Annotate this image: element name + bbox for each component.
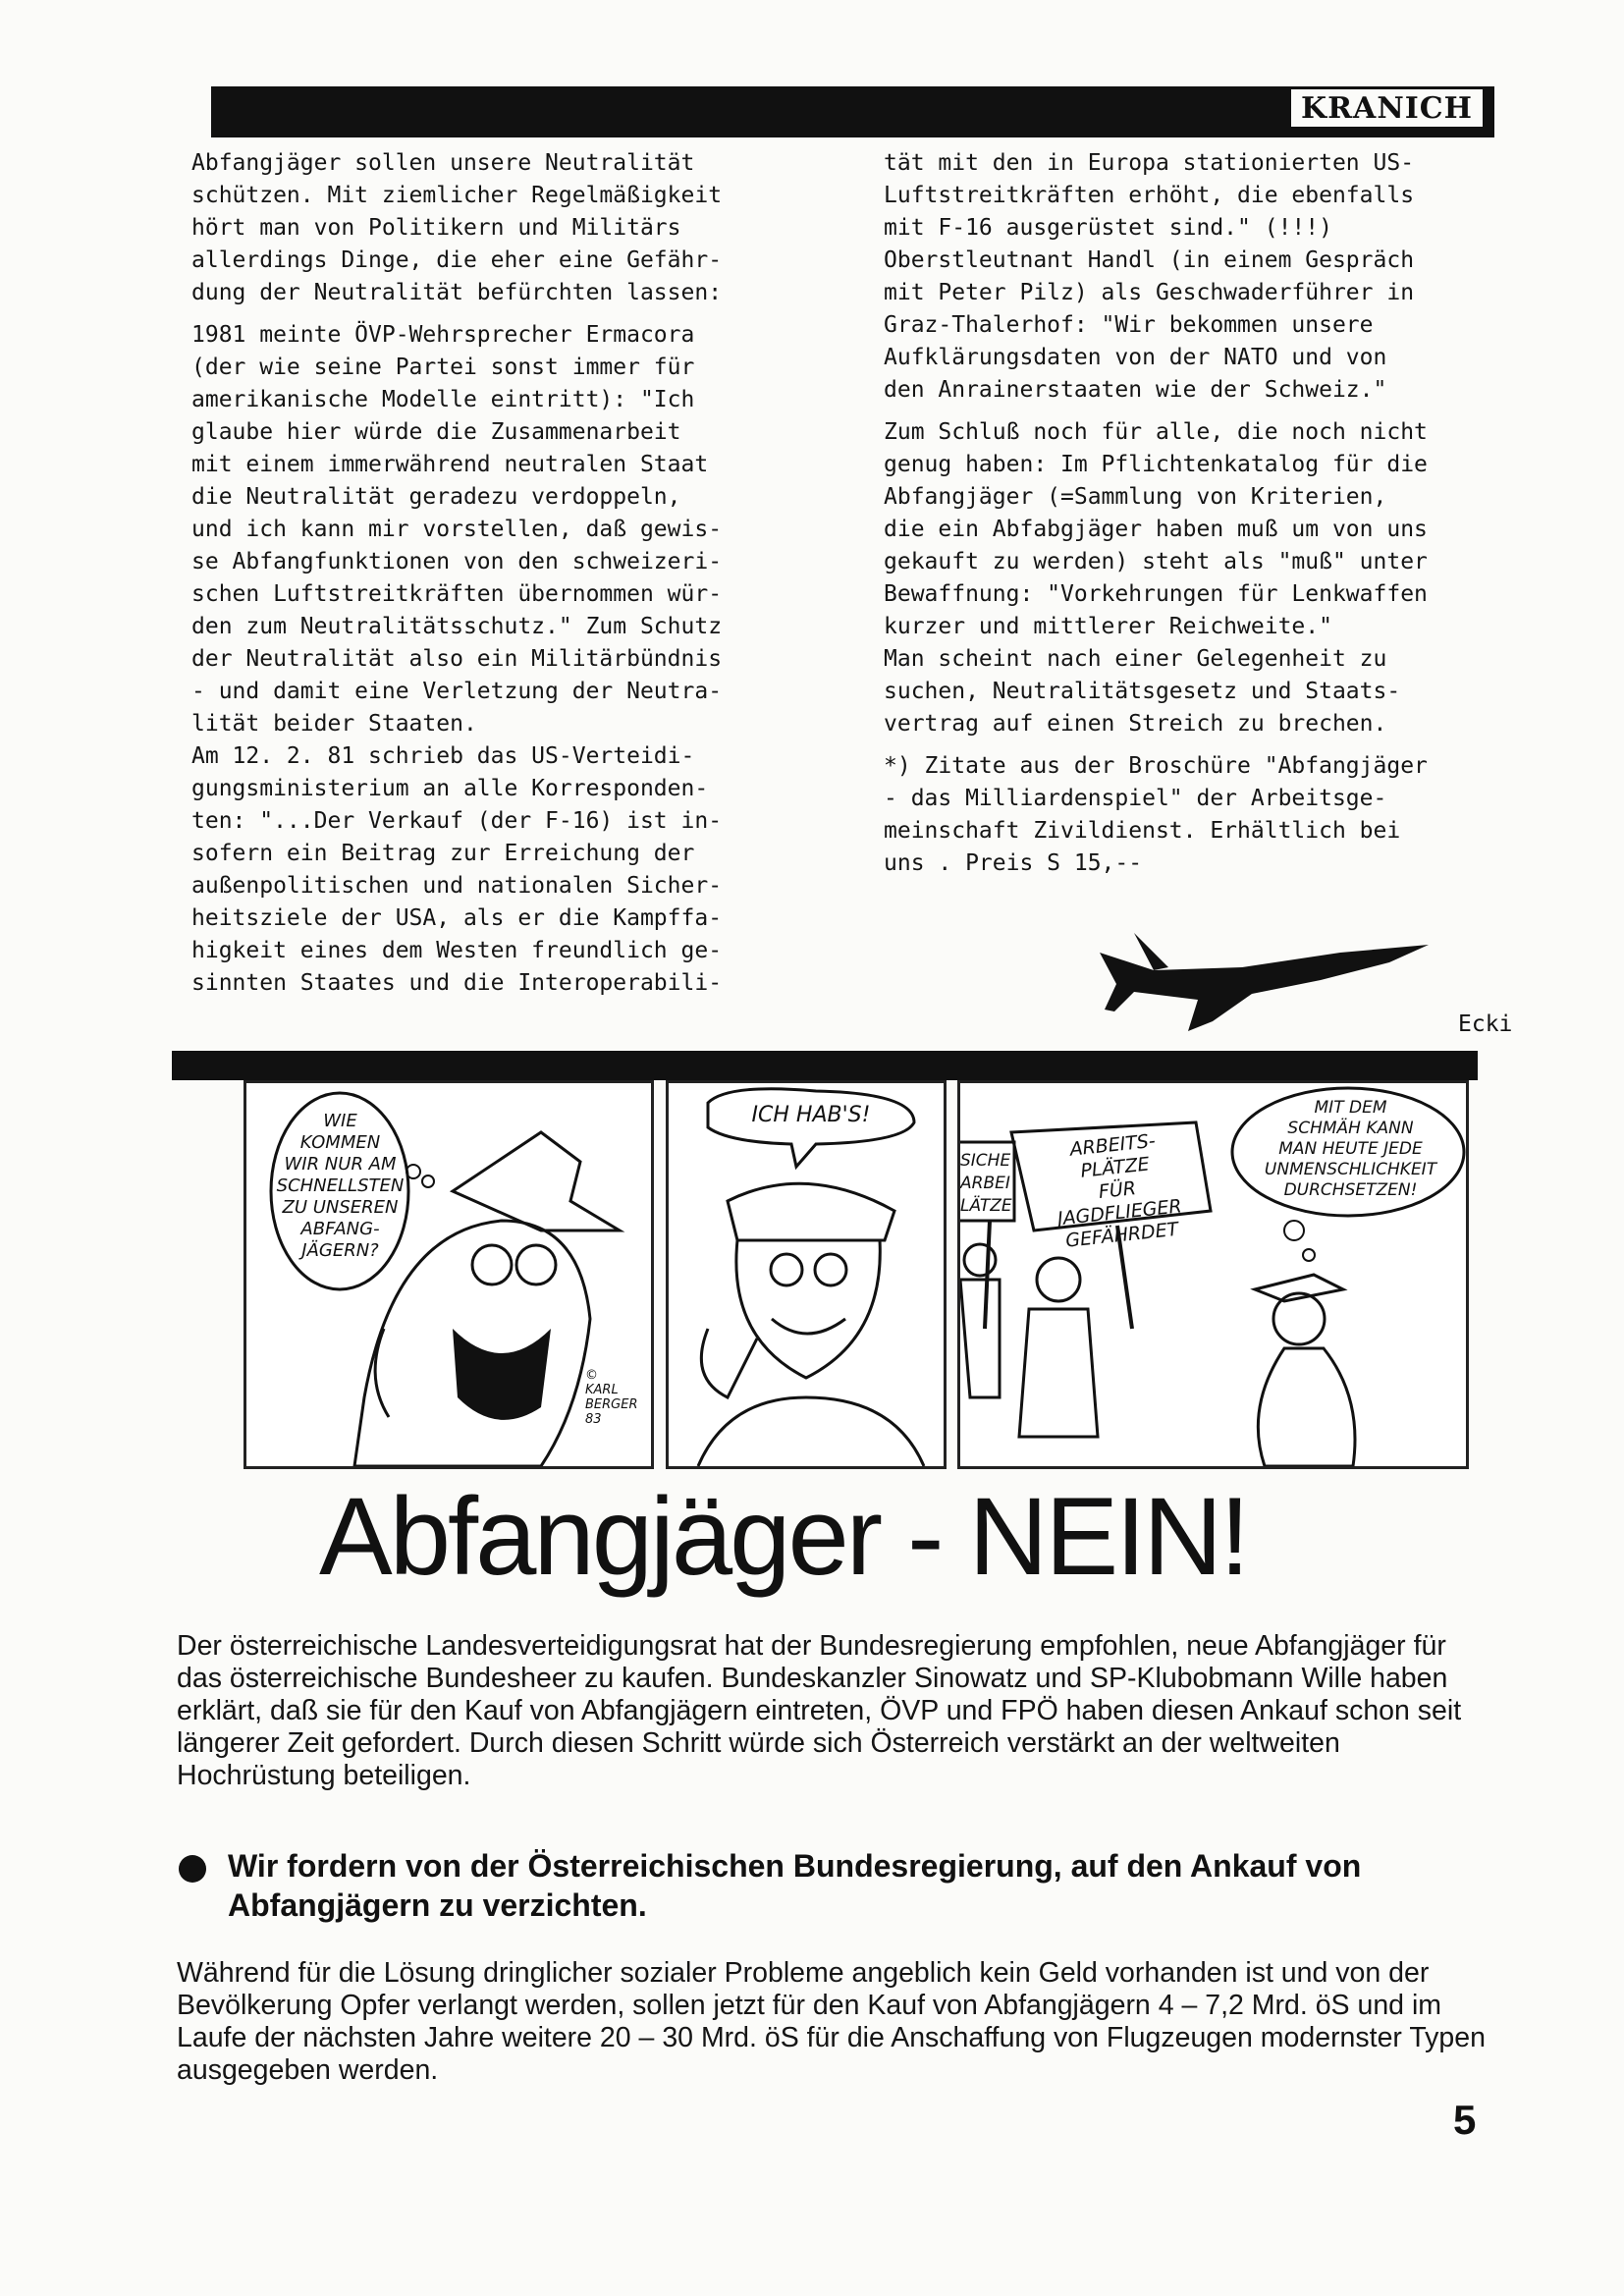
author-signature: Ecki bbox=[1458, 1011, 1513, 1037]
article-paragraph: Abfangjäger sollen unsere Neutralität schützen. Mit ziemlicher Regelmäßigkeit hört man von Politikern und Militärs allerdings Dinge, die eher eine Gefähr- dung der Neutralität befürchten lassen: bbox=[191, 150, 723, 305]
statement-paragraph: Während für die Lösung dringlicher sozialer Probleme angeblich kein Geld vorhanden ist und von der Bevölkerung Opfer verlangt werden, sollen jetzt für den Kauf von Abfangjägern 4 – 7,2 Mrd. öS und im Laufe der nächsten Jahre weitere 20 – 30 Mrd. öS für die Anschaffung von Flugzeugen modernster Typen ausgegeben werden. bbox=[177, 1957, 1486, 2086]
section-divider bbox=[172, 1051, 1478, 1080]
demand-text: Wir fordern von der Österreichischen Bundesregierung, auf den Ankauf von Abfangjägern zu verzichten. bbox=[228, 1848, 1362, 1923]
footnote: *) Zitate aus der Broschüre "Abfangjäger - das Milliardenspiel" der Arbeitsge- meinschaft Zivildienst. Erhältlich bei uns . Preis S 15,-- bbox=[884, 753, 1428, 876]
article-paragraph: 1981 meinte ÖVP-Wehrsprecher Ermacora (der wie seine Partei sonst immer für amerikanische Modelle eintritt): "Ich glaube hier würde die Zusammenarbeit mit einem immerwährend neutralen Staat die Neutralität geradezu verdoppeln, und ich kann mir vorstellen, daß gewis- se Abfangfunktionen von den schweizeri- schen Luftstreitkräften übernommen wür- den zum Neutralitätsschutz." Zum Schutz der Neutralität also ein Militärbündnis - und damit eine Verletzung der Neutra- lität beider Staaten. Am 12. 2. 81 schrieb das US-Verteidi- gungsministerium an alle Korresponden- ten: "...Der Verkauf (der F-16) ist in- sofern ein Beitrag zur Erreichung der außenpolitischen und nationalen Sicher- heitsziele der USA, als er die Kampffa- higkeit eines dem Westen freundlich ge- sinnten Staates und die Interoperabili- bbox=[191, 322, 723, 996]
protest-sign-text: ARBEITS- PLÄTZE FÜR JAGDFLIEGER GEFÄHRDET bbox=[1056, 1129, 1183, 1252]
comic-panel-1 bbox=[244, 1080, 654, 1469]
headline: Abfangjäger - NEIN! bbox=[319, 1475, 1248, 1598]
comic-panel-2 bbox=[666, 1080, 947, 1469]
article-paragraph: Zum Schluß noch für alle, die noch nicht genug haben: Im Pflichtenkatalog für die Abfangjäger (=Sammlung von Kriterien, die ein Abfabgjäger haben muß um von uns gekauft zu werden) steht als "muß" unter Bewaffnung: "Vorkehrungen für Lenkwaffen kurzer und mittlerer Reichweite." Man scheint nach einer Gelegenheit zu suchen, Neutralitätsgesetz und Staats- vertrag auf einen Streich zu brechen. bbox=[884, 419, 1428, 737]
header-bar bbox=[211, 86, 1494, 137]
fighter-jet-illustration bbox=[1095, 923, 1434, 1036]
comic-panel-3 bbox=[957, 1080, 1469, 1469]
artist-signature: © KARL BERGER 83 bbox=[585, 1368, 638, 1427]
panel3-thought-bubble: MIT DEM SCHMÄH KANN MAN HEUTE JEDE UNMENSCHLICHKEIT DURCHSETZEN! bbox=[1264, 1098, 1437, 1200]
bullet-icon bbox=[179, 1855, 206, 1883]
article-left-column bbox=[191, 147, 839, 1010]
page-number: 5 bbox=[1453, 2097, 1477, 2143]
statement-paragraph: Der österreichische Landesverteidigungsrat hat der Bundesregierung empfohlen, neue Abfangjäger für das österreichische Bundesheer zu kaufen. Bundeskanzler Sinowatz und SP-Klubobmann Wille haben erklärt, daß sie für den Kauf von Abfangjägern eintreten, ÖVP und FPÖ haben diesen Ankauf schon seit längerer Zeit gefordert. Durch diesen Schritt würde sich Österreich verstärkt an der weltweiten Hochrüstung beteiligen. bbox=[177, 1630, 1462, 1791]
comic-drawing-officer-idea bbox=[669, 1083, 944, 1466]
panel2-speech-bubble: ICH HAB'S! bbox=[751, 1103, 871, 1127]
demand-item bbox=[177, 1846, 1497, 1925]
article-paragraph: tät mit den in Europa stationierten US- Luftstreitkräften erhöht, die ebenfalls mit F-16 ausgerüstet sind." (!!!) Oberstleutnant Handl (in einem Gespräch mit Peter Pilz) als Geschwaderführer in Graz-Thalerhof: "Wir bekommen unsere Aufklärungsdaten von der NATO und von den Anrainerstaaten wie der Schweiz." bbox=[884, 150, 1415, 403]
panel1-speech-bubble: WIE KOMMEN WIR NUR AM SCHNELLSTEN ZU UNSEREN ABFANG- JÄGERN? bbox=[276, 1111, 405, 1261]
protest-sign-side-text: SICHE ARBEI LÄTZE bbox=[960, 1151, 1012, 1216]
article-right-column bbox=[884, 147, 1537, 890]
magazine-title: KRANICH bbox=[1291, 89, 1483, 127]
